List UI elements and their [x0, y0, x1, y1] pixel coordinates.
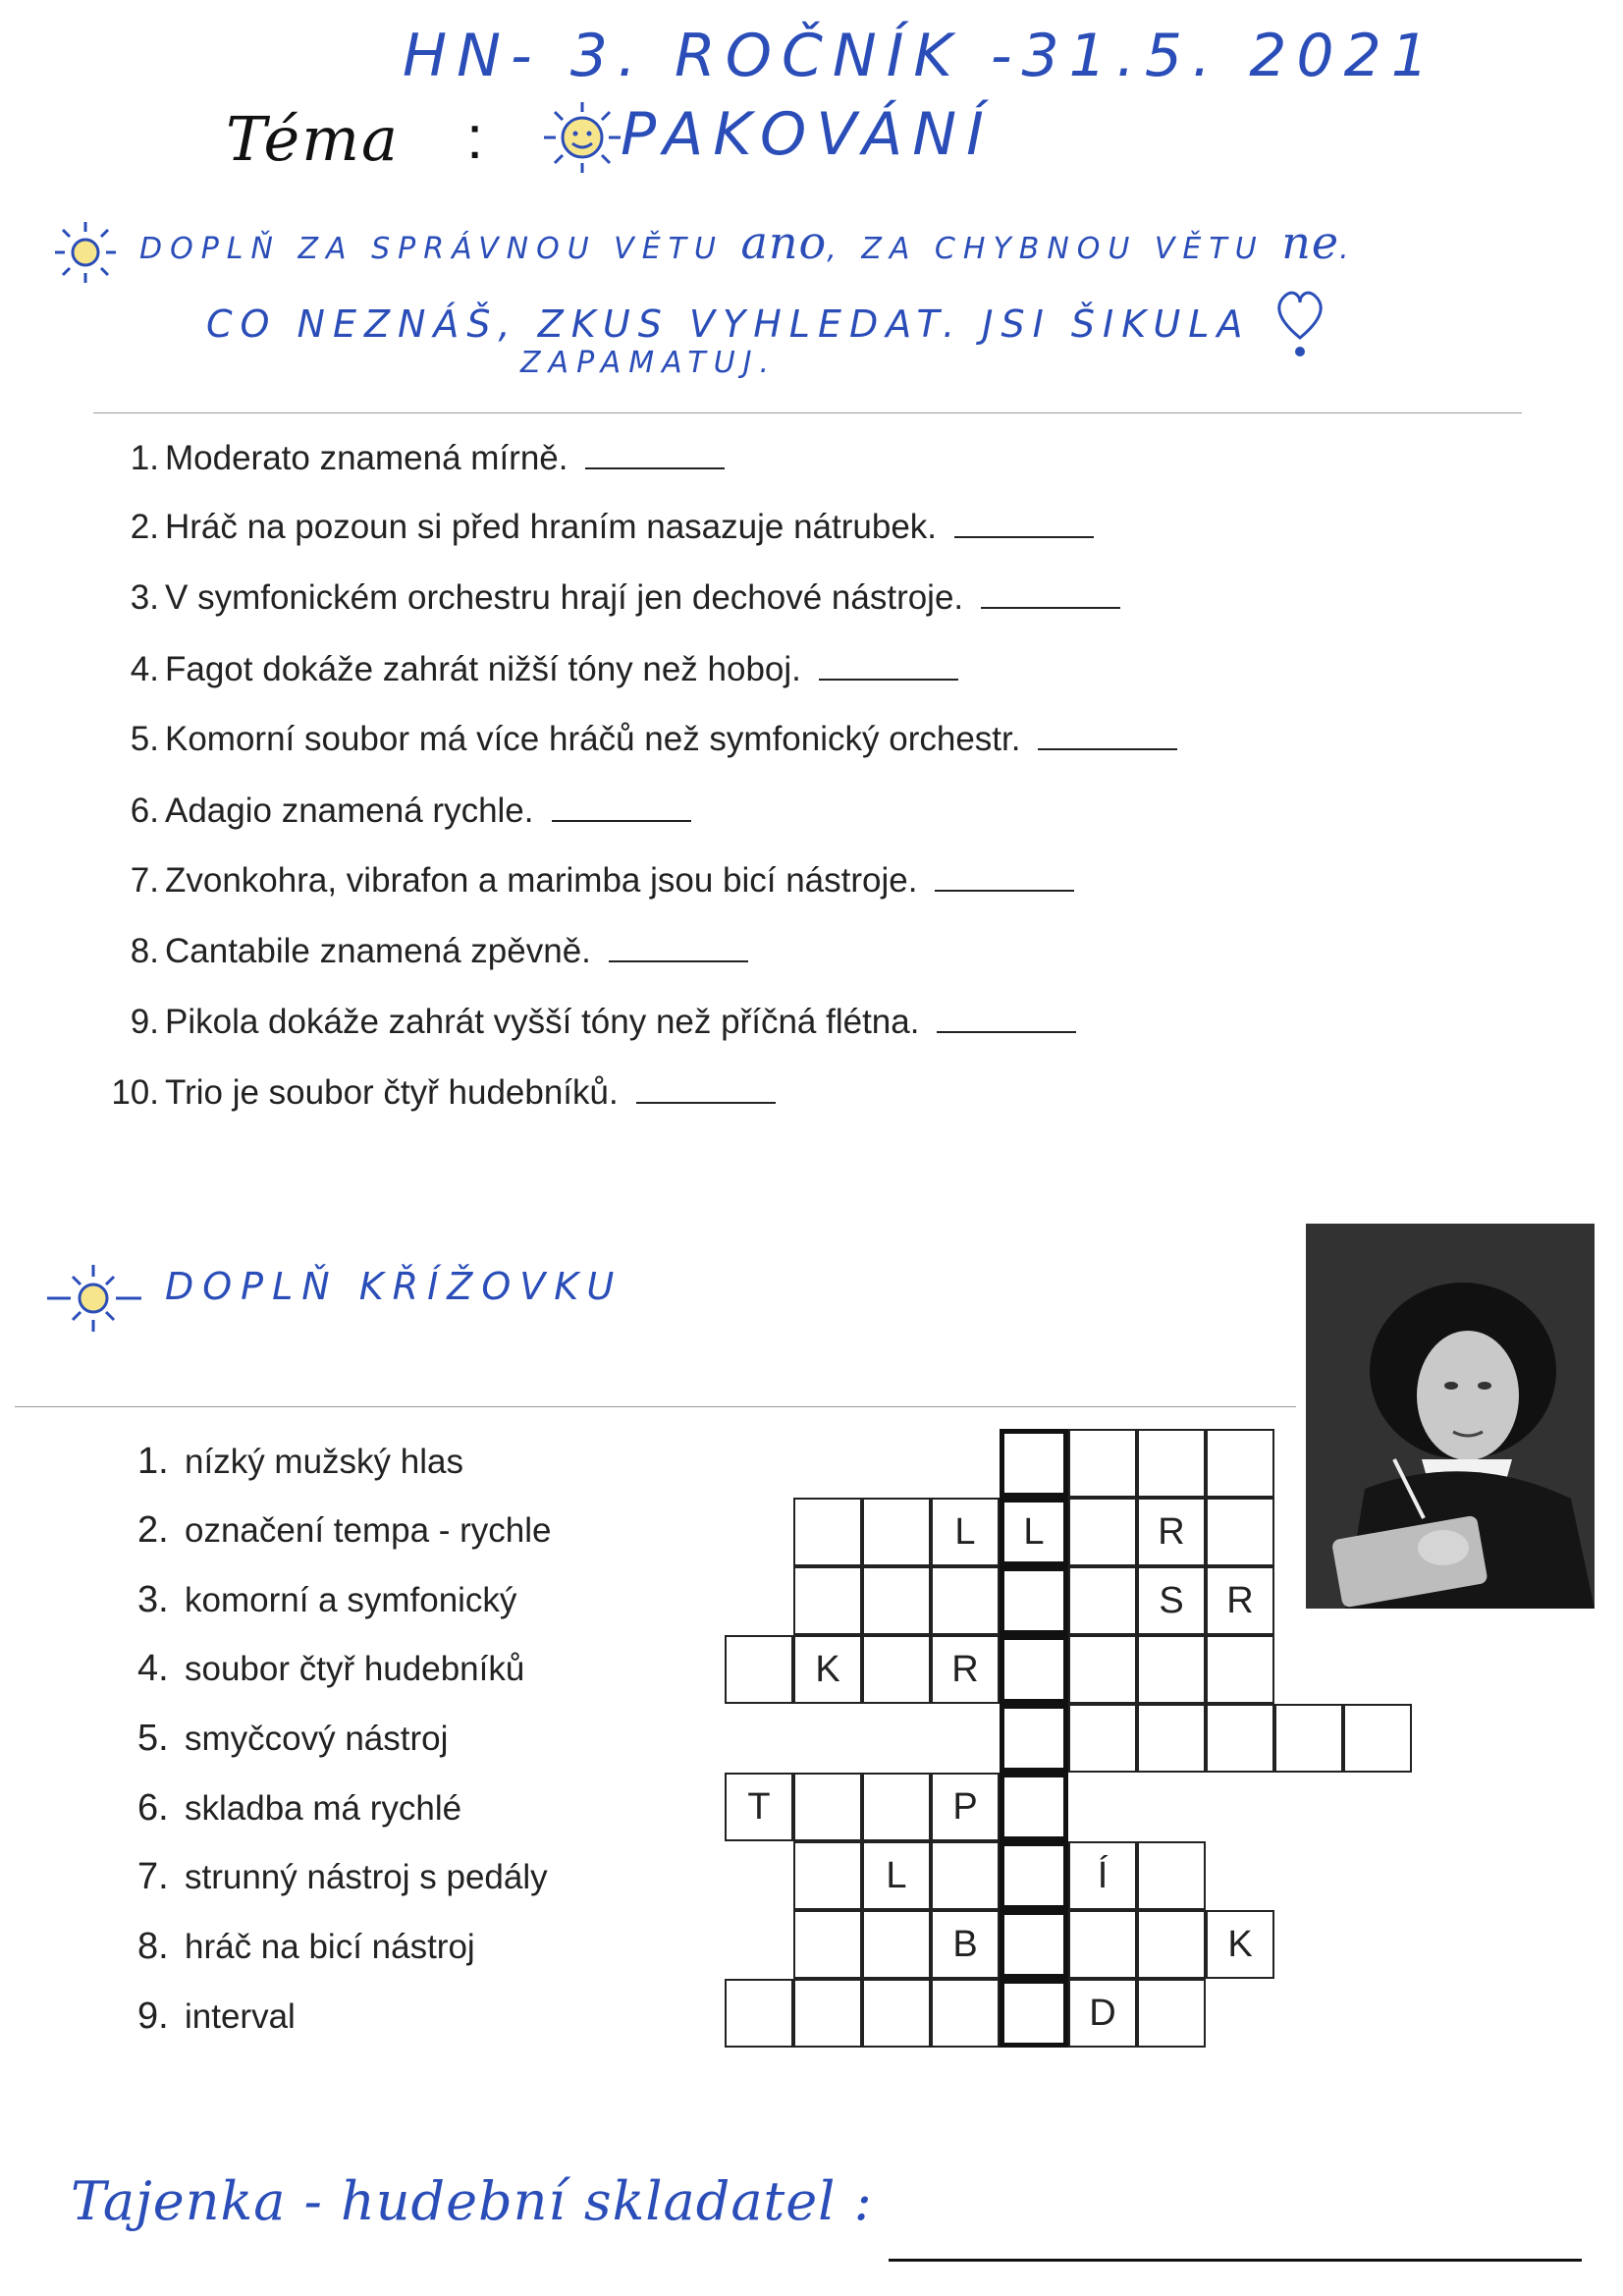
crossword-key-cell[interactable]: L	[1000, 1498, 1068, 1566]
crossword-cell[interactable]	[793, 1773, 862, 1841]
answer-blank[interactable]	[585, 464, 725, 469]
crossword-key-cell[interactable]	[1000, 1841, 1068, 1910]
statement-item: 1. Moderato znamená mírně.	[108, 439, 725, 478]
crossword-cell[interactable]	[793, 1566, 862, 1635]
crossword-cell[interactable]	[725, 1979, 793, 2048]
worksheet-header: HN- 3. ROČNÍK -31.5. 2021	[403, 22, 1438, 90]
sun-icon	[39, 1259, 147, 1342]
crossword-cell[interactable]	[793, 1910, 862, 1979]
crossword-cell[interactable]	[1068, 1635, 1137, 1704]
statement-item: 9. Pikola dokáže zahrát vyšší tóny než příčná flétna.	[108, 1003, 1076, 1042]
tema-label: Téma	[226, 103, 400, 175]
answer-blank[interactable]	[954, 532, 1094, 538]
crossword-cell[interactable]	[1206, 1498, 1274, 1566]
answer-blank[interactable]	[981, 603, 1120, 609]
answer-blank[interactable]	[636, 1098, 776, 1104]
crossword-cell[interactable]	[1206, 1429, 1274, 1498]
statement-item: 2. Hráč na pozoun si před hraním nasazuje nátrubek.	[108, 508, 1094, 547]
crossword-cell[interactable]	[1137, 1704, 1206, 1773]
crossword-cell[interactable]: R	[1206, 1566, 1274, 1635]
statement-item: 8. Cantabile znamená zpěvně.	[108, 932, 748, 971]
crossword-cell[interactable]	[1137, 1910, 1206, 1979]
answer-blank[interactable]	[609, 957, 748, 962]
crossword-clue: 2. označení tempa - rychle	[137, 1509, 552, 1551]
crossword-cell[interactable]	[931, 1566, 1000, 1635]
crossword-cell[interactable]	[862, 1566, 931, 1635]
statement-item: 4. Fagot dokáže zahrát nižší tóny než hoboj.	[108, 650, 958, 689]
heart-icon	[1271, 285, 1329, 368]
sun-icon	[538, 98, 626, 182]
crossword-cell[interactable]	[793, 1841, 862, 1910]
crossword-clue: 4. soubor čtyř hudebníků	[137, 1648, 525, 1689]
crossword-clue: 5. smyčcový nástroj	[137, 1718, 449, 1759]
crossword-cell[interactable]: P	[931, 1773, 1000, 1841]
divider-line	[15, 1406, 1296, 1407]
crossword-cell[interactable]	[1068, 1429, 1137, 1498]
crossword-cell[interactable]	[725, 1635, 793, 1704]
instruction-line-3: ZAPAMATUJ.	[520, 346, 778, 380]
crossword-heading: DOPLŇ KŘÍŽOVKU	[165, 1265, 623, 1308]
crossword-cell[interactable]: Í	[1068, 1841, 1137, 1910]
ne-word: ne	[1281, 216, 1340, 269]
crossword-cell[interactable]	[1068, 1566, 1137, 1635]
crossword-clue: 3. komorní a symfonický	[137, 1579, 517, 1620]
statement-item: 7. Zvonkohra, vibrafon a marimba jsou bicí nástroje.	[108, 861, 1074, 901]
crossword-cell[interactable]: B	[931, 1910, 1000, 1979]
crossword-cell[interactable]	[793, 1979, 862, 2048]
composer-portrait	[1306, 1224, 1595, 1609]
statement-item: 6. Adagio znamená rychle.	[108, 792, 691, 831]
sun-icon	[51, 218, 120, 292]
crossword-cell[interactable]	[1068, 1498, 1137, 1566]
crossword-cell[interactable]	[862, 1910, 931, 1979]
crossword-cell[interactable]	[1206, 1635, 1274, 1704]
crossword-cell[interactable]	[862, 1635, 931, 1704]
crossword-cell[interactable]	[1206, 1704, 1274, 1773]
crossword-key-cell[interactable]	[1000, 1910, 1068, 1979]
crossword-cell[interactable]	[862, 1498, 931, 1566]
crossword-cell[interactable]	[1068, 1704, 1137, 1773]
answer-blank[interactable]	[937, 1027, 1076, 1033]
crossword-key-cell[interactable]	[1000, 1635, 1068, 1704]
crossword-cell[interactable]	[862, 1979, 931, 2048]
crossword-cell[interactable]: L	[931, 1498, 1000, 1566]
crossword-cell[interactable]	[1274, 1704, 1343, 1773]
answer-blank[interactable]	[819, 675, 958, 681]
answer-blank[interactable]	[1038, 744, 1177, 750]
statement-item: 5. Komorní soubor má více hráčů než symfonický orchestr.	[108, 720, 1177, 759]
answer-blank[interactable]	[935, 886, 1074, 892]
crossword-cell[interactable]	[931, 1979, 1000, 2048]
statement-item: 3. V symfonickém orchestru hrají jen dechové nástroje.	[108, 578, 1120, 618]
crossword-cell[interactable]	[1137, 1979, 1206, 2048]
crossword-cell[interactable]: L	[862, 1841, 931, 1910]
ano-word: ano	[740, 216, 828, 269]
crossword-key-cell[interactable]	[1000, 1773, 1068, 1841]
answer-blank[interactable]	[552, 816, 691, 822]
crossword-cell[interactable]	[1343, 1704, 1412, 1773]
crossword-clue: 9. interval	[137, 1995, 296, 2037]
tema-value: PAKOVÁNÍ	[621, 100, 994, 169]
crossword-cell[interactable]: D	[1068, 1979, 1137, 2048]
crossword-cell[interactable]	[1137, 1841, 1206, 1910]
crossword-cell[interactable]: R	[1137, 1498, 1206, 1566]
crossword-clue: 8. hráč na bicí nástroj	[137, 1926, 475, 1967]
crossword-clue: 1. nízký mužský hlas	[137, 1441, 463, 1482]
crossword-key-cell[interactable]	[1000, 1566, 1068, 1635]
crossword-cell[interactable]: T	[725, 1773, 793, 1841]
crossword-cell[interactable]: S	[1137, 1566, 1206, 1635]
crossword-cell[interactable]	[1068, 1910, 1137, 1979]
crossword-key-cell[interactable]	[1000, 1979, 1068, 2048]
crossword-clue: 6. skladba má rychlé	[137, 1787, 462, 1829]
crossword-cell[interactable]	[931, 1841, 1000, 1910]
instruction-line-2: CO NEZNÁŠ, ZKUS VYHLEDAT. JSI ŠIKULA	[206, 285, 1329, 368]
crossword-cell[interactable]	[793, 1498, 862, 1566]
tajenka-answer-line[interactable]	[889, 2259, 1582, 2262]
instruction-line-1: DOPLŇ ZA SPRÁVNOU VĚTU ano, ZA CHYBNOU VĚTU ne.	[139, 216, 1357, 269]
crossword-key-cell[interactable]	[1000, 1704, 1068, 1773]
tajenka-label: Tajenka - hudební skladatel :	[71, 2170, 873, 2232]
tema-colon: :	[466, 104, 484, 172]
crossword-cell[interactable]	[1137, 1429, 1206, 1498]
crossword-cell[interactable]: K	[793, 1635, 862, 1704]
statement-item: 10. Trio je soubor čtyř hudebníků.	[108, 1073, 776, 1113]
crossword-key-cell[interactable]	[1000, 1429, 1068, 1498]
crossword-cell[interactable]: K	[1206, 1910, 1274, 1979]
crossword-clue: 7. strunný nástroj s pedály	[137, 1856, 548, 1897]
crossword-cell[interactable]: R	[931, 1635, 1000, 1704]
divider-line	[93, 412, 1522, 413]
crossword-cell[interactable]	[1137, 1635, 1206, 1704]
crossword-cell[interactable]	[862, 1773, 931, 1841]
